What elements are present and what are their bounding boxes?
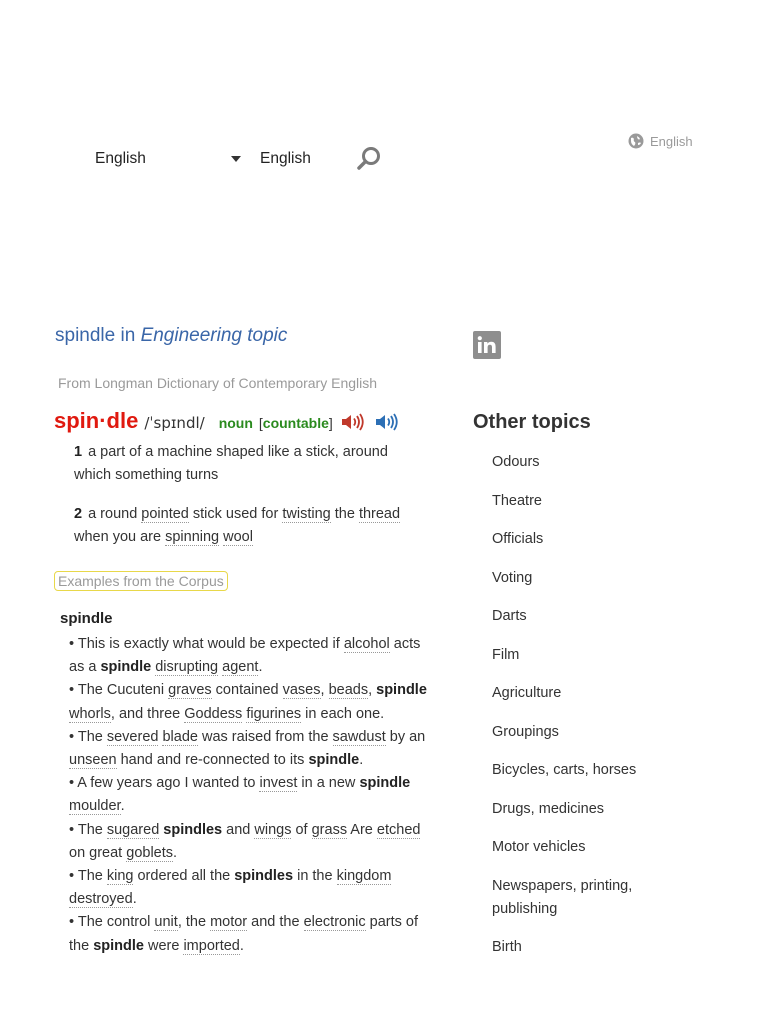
- topic-link[interactable]: Groupings: [492, 723, 559, 740]
- word-link[interactable]: unseen: [69, 752, 117, 769]
- other-topics-heading: Other topics: [473, 411, 591, 433]
- corpus-example: • The severed blade was raised from the sawdust by an unseen hand and re-connected to its spindle.: [69, 728, 426, 769]
- topic-link[interactable]: Agriculture: [492, 685, 562, 701]
- sense-definition: a part of a machine shaped like a stick, around which something turns: [74, 444, 388, 483]
- word-link[interactable]: graves: [168, 682, 212, 699]
- other-topics-list: [492, 451, 682, 975]
- topic-link[interactable]: Voting: [492, 569, 533, 586]
- topic-link[interactable]: Birth: [492, 939, 522, 955]
- word-link[interactable]: spinning: [165, 529, 220, 545]
- corpus-example: • This is exactly what would be expected if alcohol acts as a spindle disrupting agent.: [69, 636, 421, 676]
- corpus-example: • The king ordered all the spindles in the kingdom destroyed.: [69, 868, 392, 908]
- word-link[interactable]: sawdust: [332, 728, 386, 745]
- word-link[interactable]: kingdom: [336, 868, 392, 885]
- word-link[interactable]: vases: [282, 682, 321, 699]
- part-of-speech: noun: [218, 415, 253, 431]
- word-link[interactable]: king: [106, 868, 134, 885]
- topic-link[interactable]: Newspapers, printing, publishing: [492, 877, 633, 917]
- corpus-example: • A few years ago I wanted to invest in a new spindle moulder.: [69, 775, 411, 815]
- word-link[interactable]: pointed: [141, 506, 189, 522]
- speaker-icon: [375, 413, 401, 431]
- topic-link[interactable]: Film: [492, 646, 520, 663]
- word-link[interactable]: severed: [106, 728, 159, 745]
- word-link[interactable]: grass: [311, 821, 348, 838]
- word-link[interactable]: invest: [259, 775, 298, 792]
- word-link[interactable]: moulder: [69, 798, 121, 815]
- word-link[interactable]: sugared: [106, 821, 160, 838]
- corpus-example: • The control unit, the motor and the electronic parts of the spindle were imported.: [69, 914, 419, 954]
- word-link[interactable]: disrupting: [155, 659, 219, 676]
- speaker-icon: [341, 413, 367, 431]
- word-link[interactable]: etched: [376, 821, 421, 838]
- word-link[interactable]: imported: [183, 937, 240, 954]
- chevron-down-icon[interactable]: [231, 156, 241, 162]
- corpus-headword: spindle: [60, 610, 113, 627]
- topic-link[interactable]: Drugs, medicines: [492, 800, 605, 817]
- word-link[interactable]: thread: [358, 506, 401, 522]
- british-pronunciation-button[interactable]: [341, 413, 367, 431]
- headword: spin·dle: [54, 408, 139, 433]
- word-link[interactable]: alcohol: [343, 636, 390, 652]
- word-link[interactable]: Goddess: [184, 705, 243, 722]
- sense-2: 2 a round pointed stick used for twisting the thread when you are spinning wool: [74, 506, 401, 545]
- title-word: spindle in: [55, 325, 141, 346]
- corpus-examples-button[interactable]: Examples from the Corpus: [54, 571, 228, 591]
- word-link[interactable]: wings: [254, 821, 292, 838]
- american-pronunciation-button[interactable]: [375, 413, 401, 431]
- sense-1: [74, 441, 424, 487]
- pronunciation: /ˈspɪndl/: [144, 414, 205, 432]
- topic-link[interactable]: Theatre: [492, 492, 542, 509]
- corpus-examples-list: [69, 633, 439, 958]
- page-title: [55, 325, 287, 347]
- word-link[interactable]: motor: [210, 914, 248, 931]
- word-link[interactable]: agent: [222, 659, 259, 676]
- word-link[interactable]: goblets: [126, 844, 174, 861]
- dictionary-source: From Longman Dictionary of Contemporary English: [58, 375, 378, 391]
- topic-link[interactable]: Officials: [492, 531, 544, 547]
- word-link[interactable]: electronic: [303, 914, 366, 931]
- word-link[interactable]: wool: [223, 529, 253, 545]
- grammar-label: [countable]: [258, 415, 333, 431]
- word-link[interactable]: beads: [328, 682, 369, 699]
- sense-number: 2: [74, 506, 83, 522]
- entry-header: [54, 408, 401, 434]
- site-language-selector[interactable]: [628, 133, 693, 149]
- linkedin-icon: [473, 331, 501, 359]
- site-language-label: English: [650, 133, 693, 149]
- word-link[interactable]: twisting: [282, 506, 331, 522]
- word-link[interactable]: blade: [162, 728, 198, 745]
- word-link[interactable]: destroyed: [69, 891, 133, 908]
- search-button[interactable]: [354, 144, 384, 174]
- topic-link[interactable]: Darts: [492, 608, 527, 624]
- corpus-example: • The sugared spindles and wings of grass Are etched on great goblets.: [69, 821, 421, 861]
- source-language-select[interactable]: English: [95, 150, 146, 167]
- globe-icon: [628, 133, 644, 149]
- topic-link[interactable]: Engineering topic: [140, 325, 288, 346]
- topic-link[interactable]: Motor vehicles: [492, 839, 586, 855]
- corpus-example: • The Cucuteni graves contained vases, beads, spindle whorls, and three Goddess figurines in each one.: [69, 682, 427, 722]
- linkedin-share-button[interactable]: [473, 331, 501, 359]
- sense-number: 1: [74, 444, 83, 460]
- search-icon: [354, 144, 384, 174]
- word-link[interactable]: unit: [154, 914, 178, 931]
- word-link[interactable]: figurines: [246, 705, 302, 722]
- word-link[interactable]: whorls: [69, 705, 111, 722]
- topic-link[interactable]: Bicycles, carts, horses: [492, 762, 637, 778]
- topic-link[interactable]: Odours: [492, 454, 540, 470]
- target-language-select[interactable]: English: [260, 150, 311, 167]
